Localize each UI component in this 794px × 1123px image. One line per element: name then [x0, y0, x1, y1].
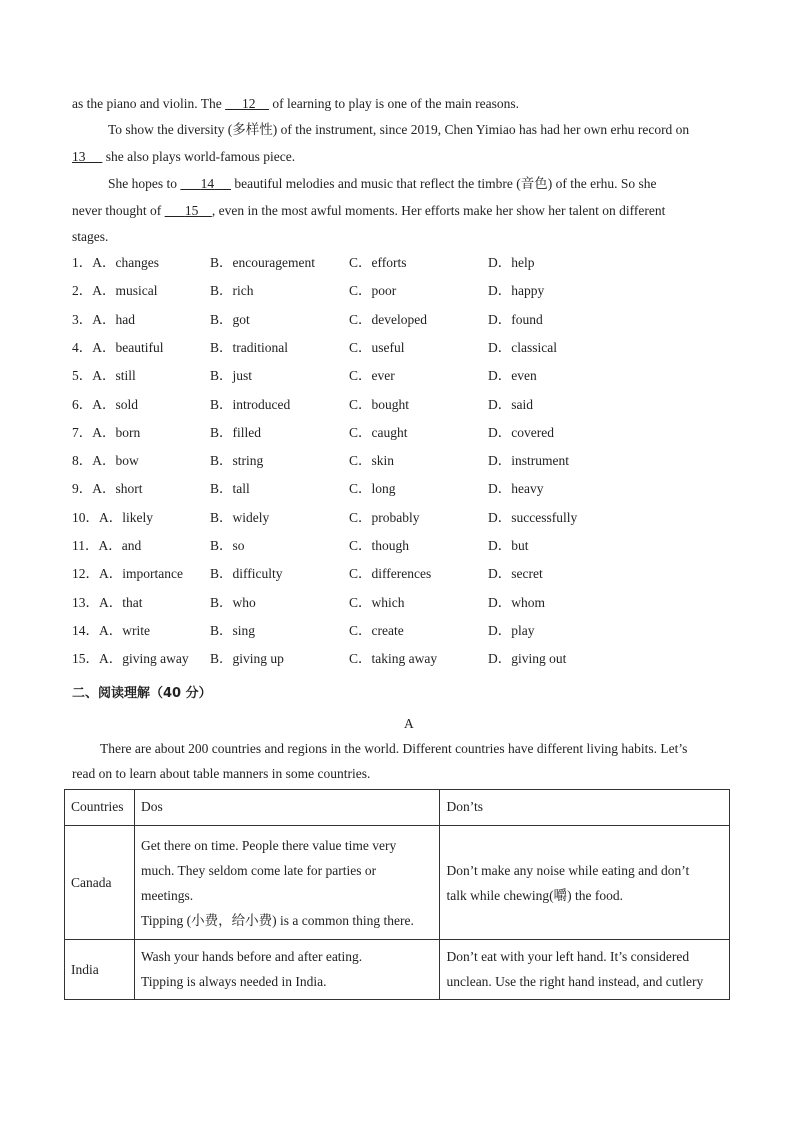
option-a: [72, 396, 138, 414]
option-d: D．instrument: [488, 453, 569, 468]
dos-line: meetings.: [140, 887, 194, 903]
option-a-text: write: [122, 623, 150, 638]
question-number: 4．A．: [72, 340, 116, 355]
option-b: B．who: [210, 595, 256, 610]
header-donts: Don’ts: [440, 790, 730, 826]
option-d: D．successfully: [488, 510, 578, 525]
question-number: 6．A．: [72, 397, 116, 412]
header-dos: Dos: [134, 790, 439, 826]
question-number: 3．A．: [72, 312, 116, 327]
option-a: [72, 367, 136, 385]
option-d: D．heavy: [488, 481, 544, 496]
option-a-text: sold: [115, 397, 139, 412]
dos-line: Tipping (小费，给小费) is a common thing there.: [140, 912, 414, 928]
cloze-line-6: stages.: [72, 229, 109, 244]
option-a: [72, 650, 189, 668]
option-a-text: short: [115, 481, 143, 496]
section-heading: 二、阅读理解（40 分）: [72, 686, 212, 701]
cloze-line-4: [108, 175, 657, 193]
option-d: D．play: [488, 623, 535, 638]
donts-cell: [440, 826, 730, 940]
option-a: [72, 424, 140, 442]
option-d: D．said: [488, 397, 533, 412]
option-c: C．bought: [349, 397, 410, 412]
question-number: 7．A．: [72, 425, 116, 440]
country-cell: India: [65, 940, 135, 1000]
text-fragment: , even in the most awful moments. Her efforts make her show her talent on different: [211, 203, 666, 218]
question-number: 14．A．: [72, 623, 123, 638]
question-number: 11．A．: [72, 538, 122, 553]
option-a-text: importance: [122, 566, 183, 581]
donts-cell: [440, 940, 730, 1000]
option-b: B．just: [210, 368, 253, 383]
option-a: [72, 339, 163, 357]
question-number: 9．A．: [72, 481, 116, 496]
option-a-text: had: [115, 312, 135, 327]
question-number: 12．A．: [72, 566, 123, 581]
donts-line: Don’t make any noise while eating and don’t: [446, 862, 690, 878]
option-c: C．caught: [349, 425, 408, 440]
dos-line: much. They seldom come late for parties or: [140, 862, 377, 878]
text-fragment: she also plays world-famous piece.: [102, 149, 296, 164]
option-c: C．long: [349, 481, 396, 496]
option-c: C．which: [349, 595, 405, 610]
option-b: B．tall: [210, 481, 250, 496]
option-a-text: beautiful: [115, 340, 164, 355]
option-d: D．secret: [488, 566, 543, 581]
option-b: B．giving up: [210, 651, 284, 666]
table-header-row: [65, 790, 730, 826]
option-b: B．string: [210, 453, 264, 468]
option-a: [72, 311, 135, 329]
donts-line: unclean. Use the right hand instead, and cutlery: [446, 974, 704, 989]
option-b: B．difficulty: [210, 566, 283, 581]
table-row-canada: [65, 826, 730, 940]
option-a-text: that: [122, 595, 143, 610]
country-cell: Canada: [65, 826, 135, 940]
table-manners-table: [64, 789, 730, 1000]
option-c: C．poor: [349, 283, 397, 298]
dos-cell: [134, 826, 439, 940]
donts-line: talk while chewing(嚼) the food.: [446, 887, 624, 903]
donts-line: Don’t eat with your left hand. It’s considered: [446, 949, 690, 964]
option-c: C．skin: [349, 453, 395, 468]
dos-line: Get there on time. People there value time very: [140, 837, 397, 853]
option-b: B．traditional: [210, 340, 288, 355]
text-fragment: beautiful melodies and music that reflect the timbre (音色) of the erhu. So she: [231, 176, 657, 191]
question-number: 13．A．: [72, 595, 123, 610]
dos-cell: [134, 940, 439, 1000]
option-a: [72, 480, 143, 498]
option-b: B．so: [210, 538, 245, 553]
intro-line-1: There are about 200 countries and regions in the world. Different countries have different living habits. Let’s: [100, 741, 688, 756]
option-a-text: giving away: [122, 651, 189, 666]
option-b: B．filled: [210, 425, 261, 440]
blank-14: 14: [200, 176, 215, 191]
intro-line-2: read on to learn about table manners in some countries.: [72, 766, 371, 781]
option-d: D．happy: [488, 283, 545, 298]
option-b: B．introduced: [210, 397, 291, 412]
cloze-line-2: To show the diversity (多样性) of the instrument, since 2019, Chen Yimiao has had her own erhu record on: [108, 122, 690, 137]
option-c: C．efforts: [349, 255, 407, 270]
option-c: C．ever: [349, 368, 395, 383]
option-b: B．sing: [210, 623, 256, 638]
option-a-text: changes: [115, 255, 159, 270]
cloze-line-1: [72, 95, 519, 113]
option-b: B．widely: [210, 510, 270, 525]
text-fragment: as the piano and violin. The: [72, 96, 226, 111]
option-a: [72, 622, 150, 640]
blank-13: 13: [72, 149, 86, 164]
option-d: D．even: [488, 368, 537, 383]
table-row-india: [65, 940, 730, 1000]
option-c: C．useful: [349, 340, 405, 355]
option-a-text: bow: [115, 453, 139, 468]
option-a: [72, 282, 158, 300]
text-fragment: never thought of: [72, 203, 165, 218]
option-a: [72, 537, 141, 555]
question-number: 5．A．: [72, 368, 116, 383]
blank-15: 15: [184, 203, 199, 218]
option-c: C．taking away: [349, 651, 438, 666]
option-a-text: likely: [122, 510, 153, 525]
header-countries: Countries: [65, 790, 135, 826]
option-a-text: born: [115, 425, 141, 440]
dos-line: Wash your hands before and after eating.: [140, 949, 363, 964]
cloze-line-5: [72, 202, 665, 220]
cloze-line-3: [72, 148, 295, 166]
option-b: B．encouragement: [210, 255, 315, 270]
option-d: D．found: [488, 312, 543, 327]
text-fragment: of learning to play is one of the main reasons.: [268, 96, 520, 111]
option-c: C．differences: [349, 566, 432, 581]
blank-12: 12: [241, 96, 256, 111]
option-d: D．covered: [488, 425, 554, 440]
question-number: 2．A．: [72, 283, 116, 298]
option-a: [72, 509, 153, 527]
option-a: [72, 254, 159, 272]
option-c: C．developed: [349, 312, 427, 327]
option-c: C．create: [349, 623, 404, 638]
question-number: 8．A．: [72, 453, 116, 468]
option-b: B．got: [210, 312, 250, 327]
option-d: D．help: [488, 255, 535, 270]
option-a: [72, 594, 143, 612]
option-b: B．rich: [210, 283, 254, 298]
option-d: D．whom: [488, 595, 545, 610]
option-c: C．probably: [349, 510, 420, 525]
text-fragment: She hopes to: [108, 176, 181, 191]
question-number: 10．A．: [72, 510, 123, 525]
option-d: D．classical: [488, 340, 557, 355]
option-a-text: still: [115, 368, 136, 383]
option-c: C．though: [349, 538, 410, 553]
option-a-text: and: [121, 538, 142, 553]
passage-label: A: [404, 716, 414, 731]
option-d: D．but: [488, 538, 529, 553]
option-a: [72, 452, 139, 470]
dos-line: Tipping is always needed in India.: [140, 974, 327, 989]
option-a: [72, 565, 183, 583]
question-number: 1．A．: [72, 255, 116, 270]
option-d: D．giving out: [488, 651, 567, 666]
option-a-text: musical: [115, 283, 158, 298]
question-number: 15．A．: [72, 651, 123, 666]
